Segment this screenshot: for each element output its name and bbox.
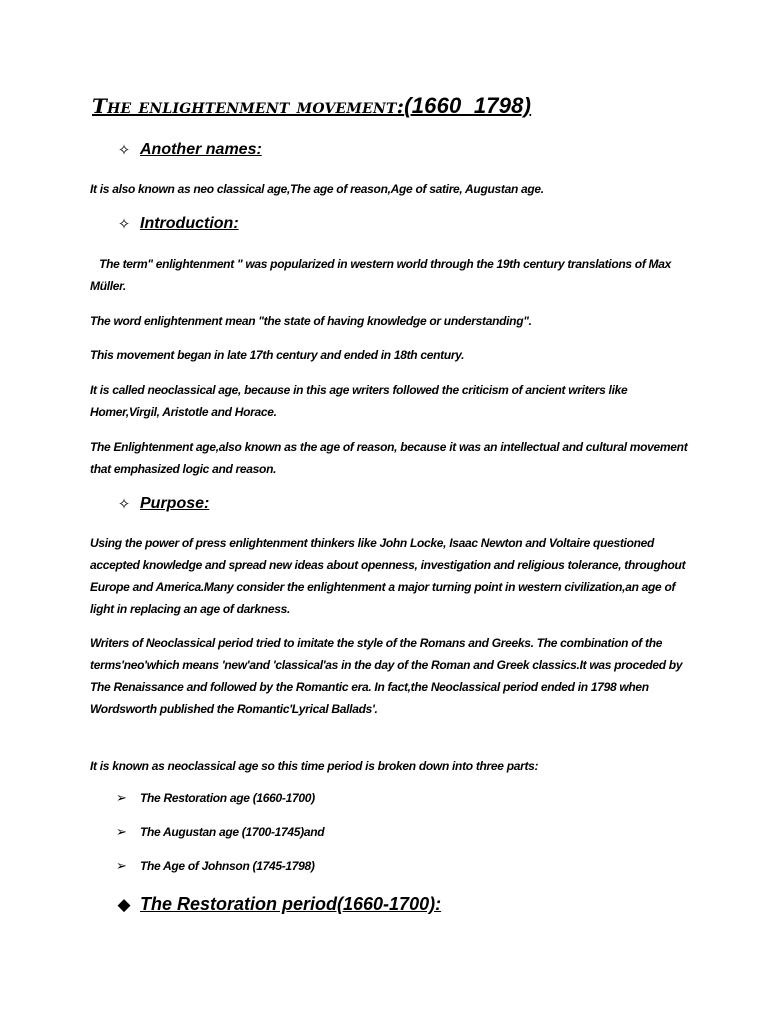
- purpose-paragraph-3: It is known as neoclassical age so this time period is broken down into three parts:: [90, 759, 539, 773]
- list-item-text: The Augustan age (1700-1745)and: [140, 825, 325, 839]
- four-pointed-star-icon: ✧: [117, 496, 131, 513]
- heading-introduction: [116, 215, 239, 233]
- purpose-paragraph-2: Writers of Neoclassical period tried to imitate the style of the Romans and Greeks. The combination of the terms'neo'which means 'new'and 'classical'as in the day of the Roman and Greek classics.It was proceded by The Renaissance and followed by the Romantic era. In fact,the Neoclassical period ended in 1798 when Wordsworth published the Romantic'Lyrical Ballads'.: [90, 636, 683, 716]
- four-pointed-star-icon: ✧: [117, 216, 131, 233]
- heading-label: Another names:: [140, 141, 262, 158]
- intro-paragraph-4: It is called neoclassical age, because in this age writers followed the criticism of ancient writers like Homer,Virgil, Aristotle and Horace.: [90, 383, 628, 419]
- heading-label: The Restoration period(1660-1700):: [140, 894, 442, 914]
- four-pointed-star-icon: ✧: [117, 142, 131, 159]
- heading-label: Purpose:: [140, 495, 210, 512]
- intro-paragraph-1: The term" enlightenment " was popularized in western world through the 19th century translations of Max Müller.: [90, 257, 675, 293]
- another-names-text: It is also known as neo classical age,The age of reason,Age of satire, Augustan age.: [90, 182, 544, 196]
- purpose-paragraph-1: Using the power of press enlightenment thinkers like John Locke, Isaac Newton and Voltaire questioned accepted knowledge and spread new ideas about openness, investigation and religious tolerance, throughout Europe and America.Many consider the enlightenment a major turning point in western civilization,an age of light in replacing an age of darkness.: [90, 536, 686, 616]
- intro-paragraph-2: The word enlightenment mean "the state of having knowledge or understanding".: [90, 314, 532, 328]
- heading-label: Introduction:: [140, 215, 239, 232]
- list-item: [116, 790, 315, 806]
- page-title: [92, 93, 531, 119]
- list-item: [116, 858, 315, 874]
- heading-restoration-period: [116, 894, 441, 915]
- filled-diamond-icon: ◆: [117, 894, 131, 914]
- title-text: The enlightenment movement:: [92, 94, 405, 118]
- arrowhead-icon: ➢: [116, 790, 127, 805]
- list-item: [116, 824, 324, 840]
- list-item-text: The Restoration age (1660-1700): [140, 791, 315, 805]
- arrowhead-icon: ➢: [116, 824, 127, 839]
- title-years: (1660_1798): [404, 93, 532, 118]
- list-item-text: The Age of Johnson (1745-1798): [140, 859, 315, 873]
- arrowhead-icon: ➢: [116, 858, 127, 873]
- intro-paragraph-5: The Enlightenment age,also known as the age of reason, because it was an intellectual and cultural movement that emphasized logic and reason.: [90, 440, 688, 476]
- heading-another-names: [116, 141, 262, 159]
- intro-paragraph-3: This movement began in late 17th century and ended in 18th century.: [90, 348, 465, 362]
- heading-purpose: [116, 495, 209, 513]
